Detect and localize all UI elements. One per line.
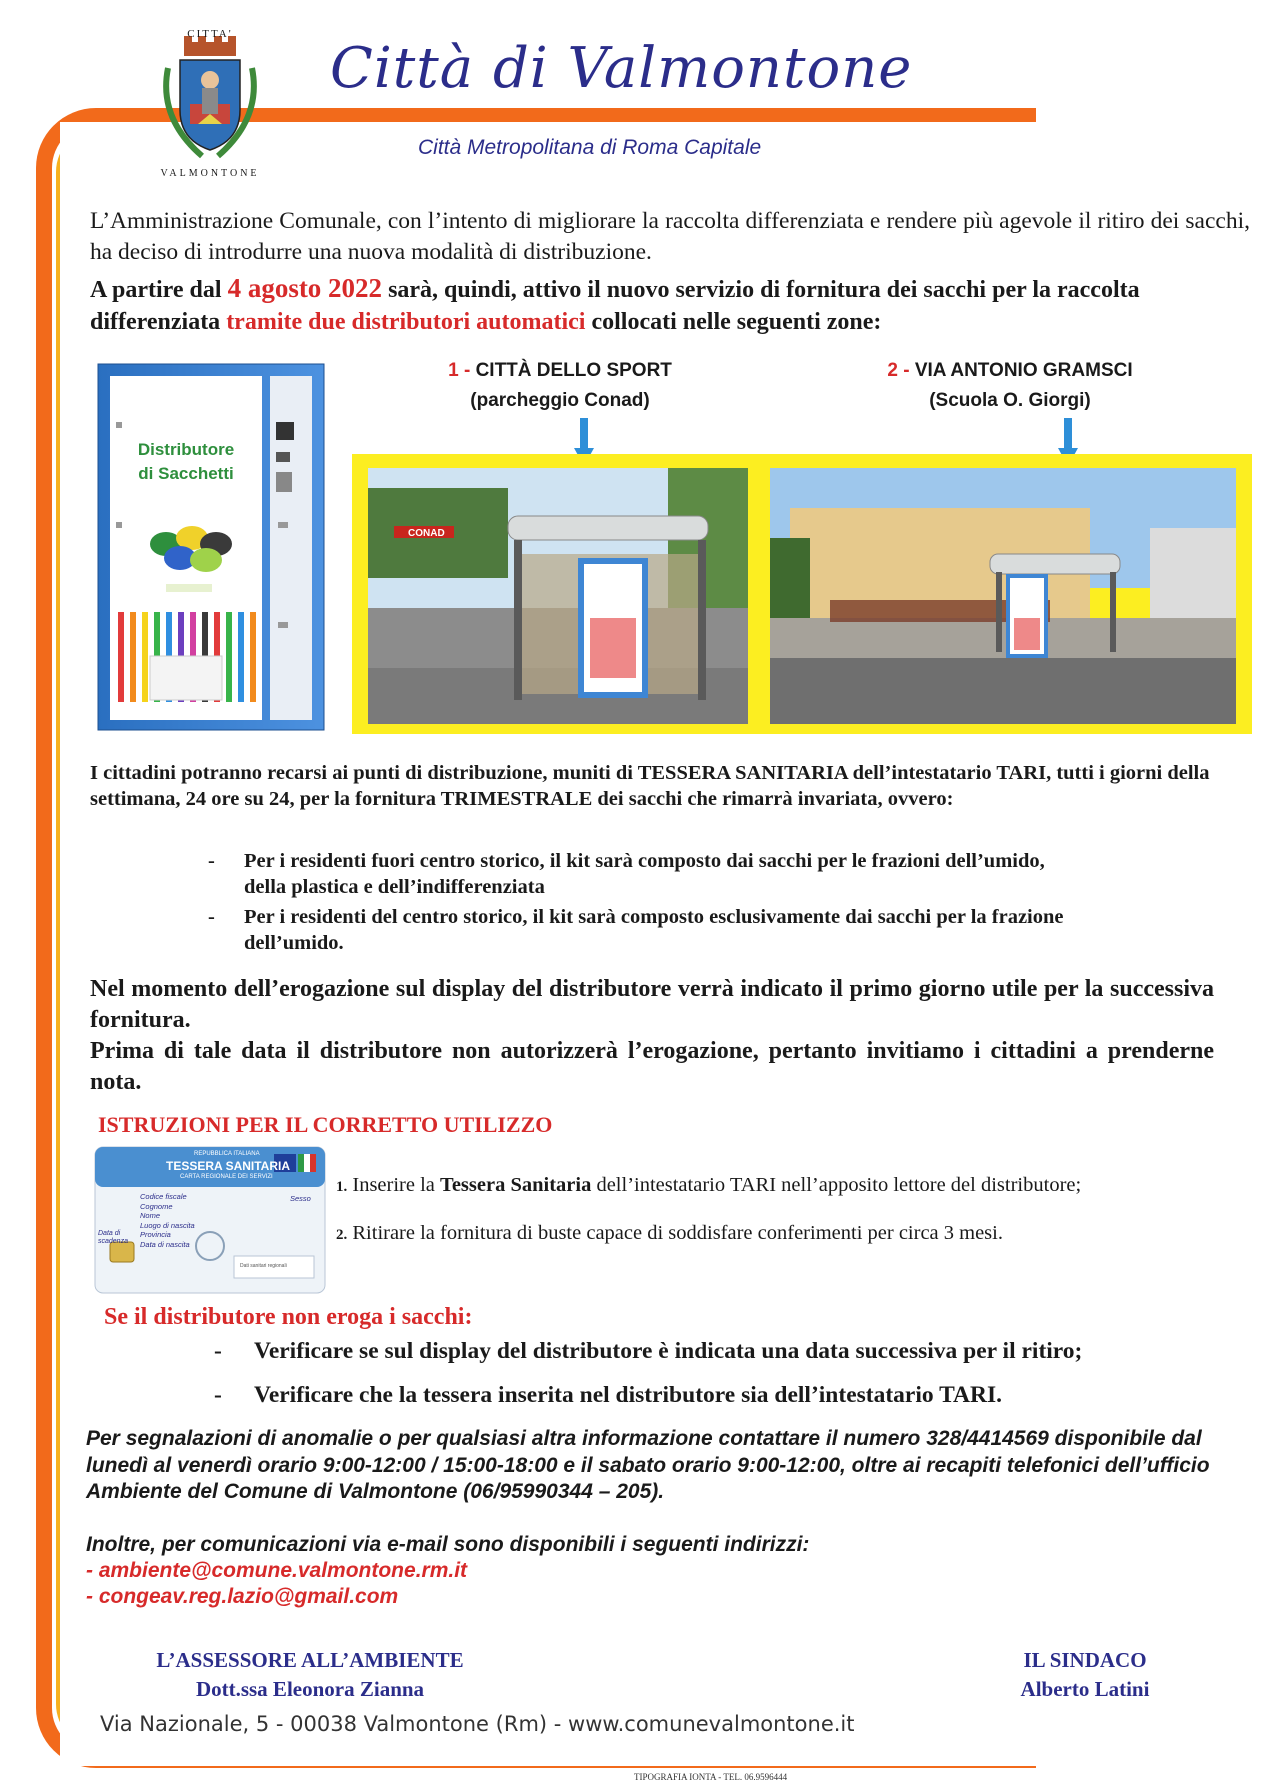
signature-sindaco [980,1646,1190,1704]
signature-role: L’ASSESSORE ALL’AMBIENTE [156,1648,464,1672]
location-1-number: 1 - [448,360,476,381]
card-field: Nome [140,1211,161,1220]
crest-shield-icon [150,28,270,168]
kit-line: Per i residenti fuori centro storico, il kit sarà composto dai sacchi per le frazioni dell’umido, [244,850,1045,872]
email-link-congeav[interactable]: - congeav.reg.lazio@gmail.com [86,1585,399,1608]
card-country: REPUBBLICA ITALIANA [194,1151,260,1157]
card-field: Codice fiscale [140,1192,187,1201]
signature-name: Dott.ssa Eleonora Zianna [195,1677,425,1701]
troubleshoot-text: Verificare che la tessera inserita nel distributore sia dell’intestatario TARI. [254,1382,1002,1408]
card-field: Cognome [140,1201,173,1211]
location-1-detail: (parcheggio Conad) [470,390,650,411]
troubleshoot-item [214,1382,1002,1409]
troubleshoot-item [214,1338,1083,1365]
machine-label-line2: di Sacchetti [138,464,234,483]
crest-top-text: CITTA' [187,28,233,40]
troubleshoot-dash: - [214,1382,222,1408]
signature-role: IL SINDACO [1023,1648,1147,1672]
email-link-ambiente[interactable]: - ambiente@comune.valmontone.rm.it [86,1559,468,1582]
instructions-title: ISTRUZIONI PER IL CORRETTO UTILIZZO [98,1112,553,1137]
troubleshoot-title: Se il distributore non eroga i sacchi: [104,1304,473,1330]
kit-line: Per i residenti del centro storico, il kit sarà composto esclusivamente dai sacchi per la frazione [244,906,1064,928]
lead-date: 4 agosto 2022 [227,273,383,303]
signature-assessore [120,1646,500,1704]
card-field-regional: Dati sanitari regionali [240,1263,287,1269]
step-text: Inserire la [347,1174,441,1196]
kit-line: dell’umido. [244,932,344,954]
location-1-name: CITTÀ DELLO SPORT [475,360,672,381]
page-subtitle: Città Metropolitana di Roma Capitale [418,136,762,159]
instruction-step-1 [336,1174,1081,1197]
photo-sport-shelter-icon [368,468,748,724]
kit-item [208,848,1254,900]
step-text: Ritirare la fornitura di buste capace di soddisfare conferimenti per circa 3 mesi. [347,1222,1003,1244]
intro-paragraph: L’Amministrazione Comunale, con l’intento di migliorare la raccolta differenziata e rendere più agevole il ritiro dei sacchi, ha deciso di introdurre una nuova modalità di distribuzione. [90,208,1250,265]
lead-paragraph [90,272,1250,338]
vending-machine-illustration [96,362,326,732]
kit-line: della plastica e dell’indifferenziata [244,876,545,898]
photo-location-1 [368,468,748,724]
machine-label-line1: Distributore [137,440,235,459]
printer-credit: TIPOGRAFIA IONTA - TEL. 06.9596444 [634,1772,788,1782]
card-name: TESSERA SANITARIA [166,1159,291,1173]
location-2-label [840,356,1180,416]
card-field-sex: Sesso [290,1194,311,1203]
instruction-step-2 [336,1222,1003,1245]
card-field: Luogo di nascita [140,1220,195,1230]
card-field: Data di nascita [140,1239,190,1249]
lead-text-1: A partire dal [90,277,228,303]
signature-name: Alberto Latini [1020,1677,1150,1701]
citizens-paragraph: I cittadini potranno recarsi ai punti di distribuzione, muniti di TESSERA SANITARIA dell’intestatario TARI, tutti i giorni della settimana, 24 ore su 24, per la fornitura TRIMESTRALE dei sacchi che rimarrà invariata, ovvero: [90,762,1210,810]
lead-highlight: tramite due distributori automatici [226,309,586,335]
card-field-expiry: Data di scadenza [98,1230,128,1245]
machine-label [110,438,262,486]
step-number: 1. [336,1179,348,1195]
lead-text-3: collocati nelle seguenti zone: [585,309,882,335]
conad-sign: CONAD [408,528,445,539]
vending-machine-icon [96,362,326,732]
step-number: 2. [336,1227,348,1243]
step-text: dell’intestatario TARI nell’apposito lettore del distributore; [591,1174,1082,1196]
card-subtitle: CARTA REGIONALE DEI SERVIZI [180,1174,273,1180]
card-field: Provincia [140,1230,171,1239]
footer-address: Via Nazionale, 5 - 00038 Valmontone (Rm) - www.comunevalmontone.it [100,1712,855,1736]
health-card-illustration [94,1146,326,1294]
location-2-name: VIA ANTONIO GRAMSCI [914,360,1133,381]
card-fields [140,1192,200,1249]
kit-dash: - [208,850,215,872]
step-bold: Tessera Sanitaria [440,1174,592,1196]
notice-paragraph-1: Nel momento dell’erogazione sul display del distributore verrà indicato il primo giorno utile per la successiva fornitura. [90,976,1214,1033]
page-title: Città di Valmontone [330,36,913,101]
location-2-number: 2 - [887,360,915,381]
photo-gramsci-shelter-icon [770,468,1236,724]
kit-item [208,904,1254,956]
city-crest [150,28,270,178]
location-1-label [400,356,720,416]
troubleshoot-text: Verificare se sul display del distributore è indicata una data successiva per il ritiro; [254,1338,1083,1364]
troubleshoot-dash: - [214,1338,222,1364]
notice-paragraph-2: Prima di tale data il distributore non autorizzerà l’erogazione, pertanto invitiamo i cittadini a prenderne nota. [90,1038,1214,1095]
email-intro: Inoltre, per comunicazioni via e-mail sono disponibili i seguenti indirizzi: [86,1533,810,1556]
contacts-paragraph: Per segnalazioni di anomalie o per qualsiasi altra informazione contattare il numero 328/4414569 disponibile dal lunedì al venerdì orario 9:00-12:00 / 15:00-18:00 e il sabato orario 9:00-12:00, oltre ai recapiti telefonici dell’ufficio Ambiente del Comune di Valmontone (06/95990344 – 205). [86,1427,1210,1503]
lead-text-2: sarà, quindi, attivo il nuovo servizio di fornitura dei sacchi per la raccolta differenziata [90,277,1140,335]
kit-dash: - [208,906,215,928]
photos-frame [352,454,1252,734]
location-2-detail: (Scuola O. Giorgi) [929,390,1091,411]
crest-bottom-text: VALMONTONE [160,168,260,179]
photo-location-2 [770,468,1236,724]
